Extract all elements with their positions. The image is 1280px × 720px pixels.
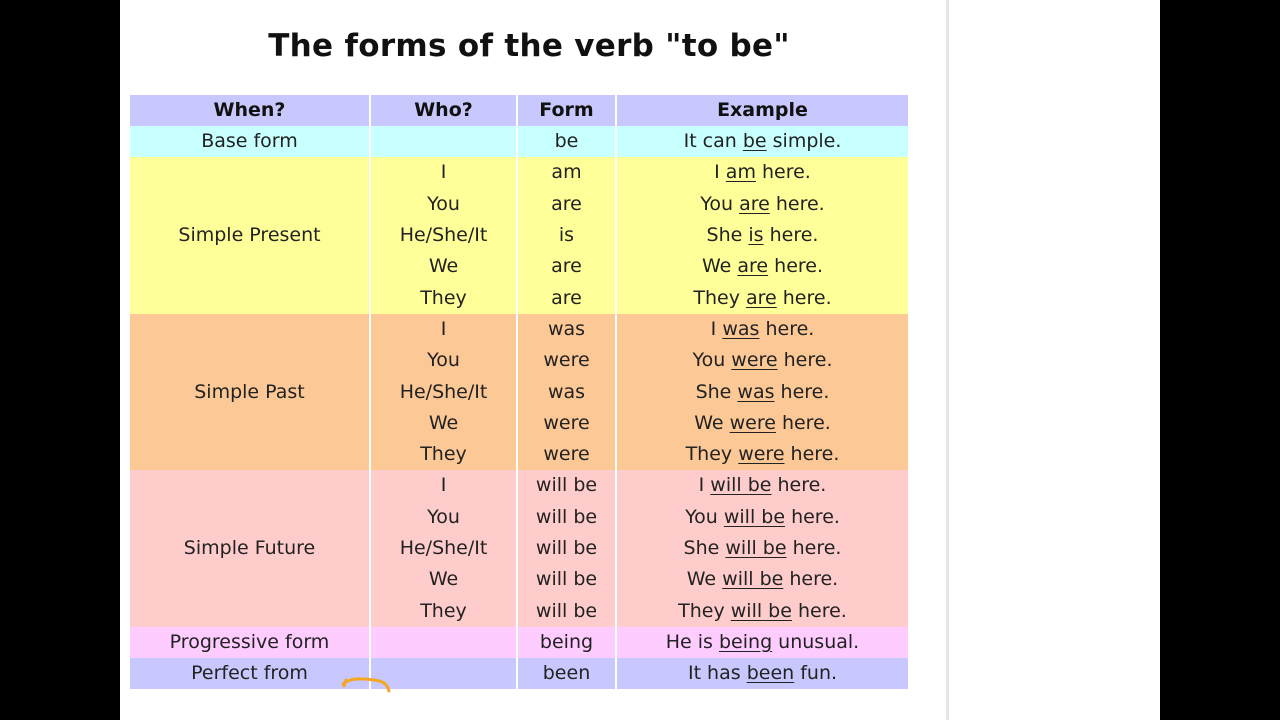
who-cell: He/She/It [371, 220, 516, 251]
who-cell: They [371, 595, 516, 626]
table-row [130, 314, 908, 345]
example-cell: It can be simple. [617, 126, 908, 157]
form-cell: was [518, 314, 615, 345]
group-label-base: Base form [130, 126, 369, 157]
header-when: When? [130, 95, 369, 126]
example-cell: I was here. [617, 314, 908, 345]
who-cell: I [371, 157, 516, 188]
form-cell: will be [518, 533, 615, 564]
form-cell: will be [518, 502, 615, 533]
group-label-simple-future: Simple Future [130, 470, 369, 626]
example-cell: He is being unusual. [617, 627, 908, 658]
example-cell: She is here. [617, 220, 908, 251]
example-cell: You will be here. [617, 502, 908, 533]
who-cell: He/She/It [371, 533, 516, 564]
who-cell: You [371, 189, 516, 220]
header-who: Who? [371, 95, 516, 126]
who-cell: I [371, 314, 516, 345]
table-row [130, 157, 908, 188]
example-cell: They will be here. [617, 595, 908, 626]
who-cell [371, 627, 516, 658]
table-row [130, 470, 908, 501]
who-cell: He/She/It [371, 376, 516, 407]
form-cell: are [518, 189, 615, 220]
group-label-simple-past: Simple Past [130, 314, 369, 470]
form-cell: will be [518, 564, 615, 595]
form-cell: is [518, 220, 615, 251]
form-cell: are [518, 251, 615, 282]
example-cell: She will be here. [617, 533, 908, 564]
example-cell: You were here. [617, 345, 908, 376]
verb-forms-table [128, 95, 910, 689]
form-cell: was [518, 376, 615, 407]
form-cell: been [518, 658, 615, 689]
form-cell: were [518, 408, 615, 439]
example-cell: You are here. [617, 189, 908, 220]
example-cell: It has been fun. [617, 658, 908, 689]
who-cell: I [371, 470, 516, 501]
form-cell: be [518, 126, 615, 157]
who-cell: They [371, 282, 516, 313]
form-cell: were [518, 345, 615, 376]
group-label-perfect: Perfect from [130, 658, 369, 689]
header-form: Form [518, 95, 615, 126]
header-example: Example [617, 95, 908, 126]
who-cell [371, 126, 516, 157]
group-label-simple-present: Simple Present [130, 157, 369, 313]
table-row [130, 627, 908, 658]
page-divider [946, 0, 949, 720]
form-cell: were [518, 439, 615, 470]
example-cell: They are here. [617, 282, 908, 313]
page-title: The forms of the verb "to be" [268, 28, 790, 64]
group-label-progressive: Progressive form [130, 627, 369, 658]
table-row [130, 658, 908, 689]
form-cell: am [518, 157, 615, 188]
who-cell: We [371, 408, 516, 439]
annotation-scribble-icon [340, 672, 396, 698]
example-cell: She was here. [617, 376, 908, 407]
document-page [120, 0, 1160, 720]
who-cell: They [371, 439, 516, 470]
example-cell: We will be here. [617, 564, 908, 595]
table-row [130, 126, 908, 157]
example-cell: We were here. [617, 408, 908, 439]
form-cell: being [518, 627, 615, 658]
who-cell: You [371, 345, 516, 376]
example-cell: I am here. [617, 157, 908, 188]
example-cell: I will be here. [617, 470, 908, 501]
form-cell: will be [518, 470, 615, 501]
who-cell: You [371, 502, 516, 533]
table-header-row [130, 95, 908, 126]
example-cell: We are here. [617, 251, 908, 282]
example-cell: They were here. [617, 439, 908, 470]
form-cell: are [518, 282, 615, 313]
who-cell: We [371, 251, 516, 282]
form-cell: will be [518, 595, 615, 626]
who-cell: We [371, 564, 516, 595]
